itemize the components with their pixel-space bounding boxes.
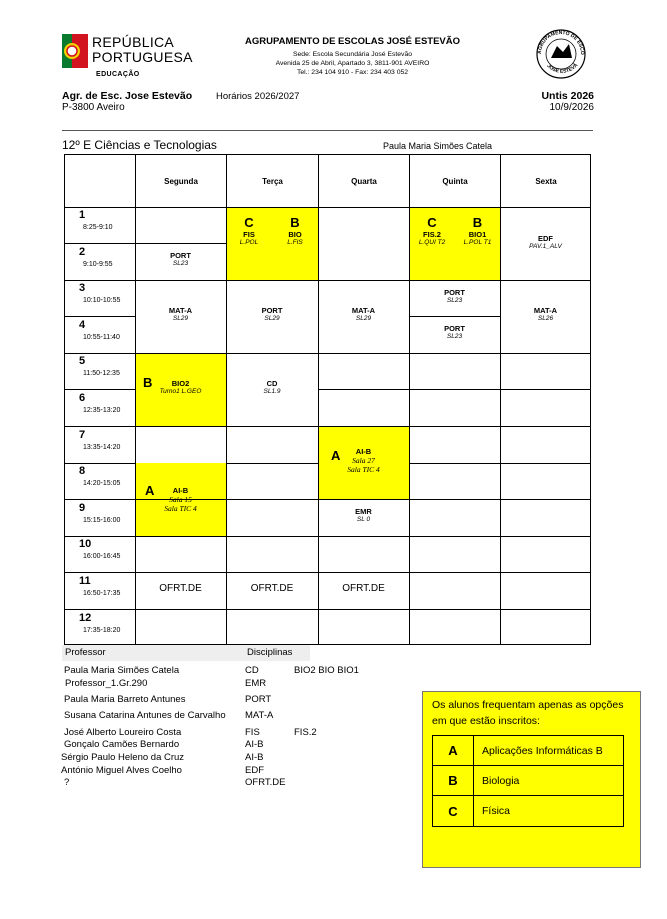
school-sede: Sede: Escola Secundária José Estevão [292, 51, 413, 58]
grid-hline [135, 243, 226, 244]
legend-row [433, 736, 623, 766]
grid-vline [135, 155, 136, 644]
period-time: 17:35-18:20 [83, 626, 121, 634]
school-info [62, 90, 192, 113]
period-number: 2 [79, 245, 86, 258]
school-address: Avenida 25 de Abril, Apartado 3, 3811-901 AVEIRO [275, 60, 430, 67]
day-header-sexta: Sexta [500, 155, 591, 207]
professor-name: António Miguel Alves Coelho [61, 765, 182, 776]
grid-hline [65, 536, 590, 537]
horarios-year: Horários 2026/2027 [216, 91, 300, 102]
agr-name: Agr. de Esc. Jose Estevão [62, 90, 193, 102]
period-number: 8 [79, 465, 86, 478]
professor-discipline: AI-B [245, 739, 264, 750]
grid-vline [409, 155, 410, 644]
period-time: 8:25-9:10 [83, 224, 113, 231]
grid-hline [65, 426, 590, 427]
school-tel: Tel.: 234 104 910 - Fax: 234 403 052 [296, 69, 409, 76]
lesson-segunda-mat: MAT-A SL29 [168, 306, 193, 322]
legend-letter: C [433, 796, 474, 826]
professor-discipline: FIS [245, 727, 260, 738]
professor-discipline-extra: FIS.2 [294, 727, 317, 738]
educacao-text: EDUCAÇÃO [96, 71, 140, 78]
lesson-sexta-edf: EDF PAV.1_ALV [529, 234, 562, 250]
svg-text:AGRUPAMENTO DE ESCOLAS: AGRUPAMENTO DE ESCO [536, 29, 586, 56]
professor-column-header: Professor [62, 645, 245, 661]
professor-name: Susana Catarina Antunes de Carvalho [64, 710, 226, 721]
period-number: 12 [79, 611, 92, 624]
lesson-quarta-ofrt: OFRT.DE [342, 583, 385, 594]
lesson-terca-bio: B BIO L.FIS [272, 207, 318, 280]
legend-row [433, 796, 623, 826]
legend-row [433, 766, 623, 796]
portuguesa-text: PORTUGUESA [92, 49, 193, 65]
legend-letter: A [433, 736, 474, 765]
grid-hline [65, 572, 590, 573]
lesson-quinta-port-4: PORT SL23 [444, 324, 465, 340]
lesson-quinta-bio1: B BIO1 L.POL T1 [455, 207, 500, 280]
professor-name: Gonçalo Camões Bernardo [64, 739, 180, 750]
lesson-segunda-port: PORT SL23 [170, 251, 191, 267]
professor-name: José Alberto Loureiro Costa [64, 727, 182, 738]
grid-vline [318, 155, 319, 644]
class-title: 12º E Ciências e Tecnologias [62, 138, 217, 152]
period-number: 11 [79, 575, 91, 587]
professor-discipline: PORT [245, 694, 272, 705]
day-header-segunda: Segunda [135, 155, 226, 207]
period-time: 16:50-17:35 [83, 590, 121, 597]
period-number: 5 [79, 355, 86, 368]
grid-hline [318, 389, 591, 390]
lesson-quinta-fis2: C FIS.2 L.QUI T2 [409, 207, 455, 280]
grid-vline [226, 155, 227, 644]
legend-text: Os alunos frequentam apenas as opções em que estão inscritos: [432, 699, 624, 727]
period-time: 13:35-14:20 [83, 443, 121, 451]
divider [62, 130, 593, 131]
grid-hline [226, 463, 318, 464]
lesson-quarta-mat: MAT-A SL29 [351, 306, 376, 322]
period-time: 12:35-13:20 [83, 407, 121, 414]
professor-name: Paula Maria Simões Catela [64, 665, 180, 676]
period-time: 11:50-12:35 [83, 370, 120, 378]
coat-of-arms-icon [62, 34, 88, 68]
professor-discipline: MAT-A [245, 710, 274, 721]
grid-hline [409, 463, 591, 464]
period-number: 9 [79, 501, 86, 514]
legend-desc: Biologia [482, 774, 520, 787]
period-time: 10:10-10:55 [83, 297, 121, 305]
professor-name: Paula Maria Barreto Antunes [64, 694, 186, 705]
lesson-segunda-ofrt: OFRT.DE [159, 583, 202, 594]
grid-hline [65, 609, 590, 610]
day-header-quarta: Quarta [318, 155, 409, 207]
professor-name: Professor_1.Gr.290 [65, 678, 148, 689]
lesson-terca-port: PORT SL29 [261, 306, 283, 322]
grid-hline [65, 207, 590, 208]
timetable [64, 154, 591, 645]
lesson-terca-fis: C FIS L.POL [226, 207, 272, 280]
lesson-sexta-mat: MAT-A SL26 [533, 306, 558, 322]
school-header [225, 36, 480, 77]
school-seal [535, 28, 587, 80]
day-header-terca: Terça [226, 155, 318, 207]
grid-hline [65, 499, 590, 500]
professor-name: ? [64, 777, 70, 788]
lesson-quinta-port-3: PORT SL23 [444, 288, 465, 304]
options-legend [422, 691, 641, 868]
day-header-quinta: Quinta [409, 155, 500, 207]
lesson-quarta-aib: A AI-B Sala 27 Sala TIC 4 [318, 426, 409, 499]
grid-hline [65, 463, 135, 464]
professor-discipline-extra: BIO2 BIO BIO1 [294, 665, 359, 676]
grid-hline [65, 280, 590, 281]
period-time: 14:20-15:05 [83, 480, 121, 488]
period-number: 3 [79, 282, 86, 295]
period-number: 10 [79, 538, 92, 551]
grid-hline [65, 389, 135, 390]
period-time: 15:15-16:00 [83, 516, 121, 524]
grid-hline [409, 316, 500, 317]
grid-hline [65, 353, 590, 354]
period-number: 6 [79, 392, 86, 404]
agr-city: P-3800 Aveiro [62, 102, 125, 113]
period-time: 9:10-9:55 [83, 260, 113, 268]
lesson-quarta-emr: EMR SL 0 [355, 507, 372, 523]
professor-discipline: AI-B [245, 752, 264, 763]
lesson-terca-ofrt: OFRT.DE [250, 583, 294, 594]
professor-name: Sérgio Paulo Heleno da Cruz [61, 752, 185, 763]
svg-text:JOSÉ ESTEVÃO: JOSÉ ESTEVÃ [545, 62, 580, 75]
lesson-segunda-aib: A AI-B Sala TIC 4 [135, 463, 226, 536]
professor-discipline: OFRT.DE [245, 777, 286, 788]
untis-info [541, 90, 594, 113]
school-name: AGRUPAMENTO DE ESCOLAS JOSÉ ESTEVÃO [244, 36, 461, 47]
republica-text: REPÚBLICA [92, 34, 175, 50]
lesson-terca-cd: CD SL1.9 [263, 379, 281, 395]
period-number: 7 [79, 428, 86, 441]
grid-hline [65, 316, 135, 317]
teacher-name: Paula Maria Simões Catela [383, 141, 493, 151]
lesson-segunda-bio2: B BIO2 Turno1 L.GEO [135, 353, 226, 426]
grid-hline [65, 243, 135, 244]
school-seal-icon [535, 28, 587, 80]
legend-table [432, 735, 624, 827]
disciplinas-column-header: Disciplinas [245, 645, 310, 661]
grid-vline [500, 155, 501, 644]
legend-letter: B [433, 766, 474, 795]
period-number: 1 [79, 209, 86, 221]
legend-desc: Aplicações Informáticas B [482, 744, 603, 757]
period-time: 10:55-11:40 [83, 333, 120, 341]
period-number: 4 [79, 318, 86, 331]
period-time: 16:00-16:45 [83, 553, 121, 561]
untis-version: Untis 2026 [541, 90, 594, 102]
professor-discipline: EMR [245, 678, 267, 689]
professor-discipline: EDF [245, 765, 264, 776]
legend-desc: Física [482, 805, 511, 817]
professor-discipline: CD [245, 665, 259, 676]
republica-portuguesa-logo [62, 32, 197, 82]
print-date: 10/9/2026 [549, 102, 594, 113]
